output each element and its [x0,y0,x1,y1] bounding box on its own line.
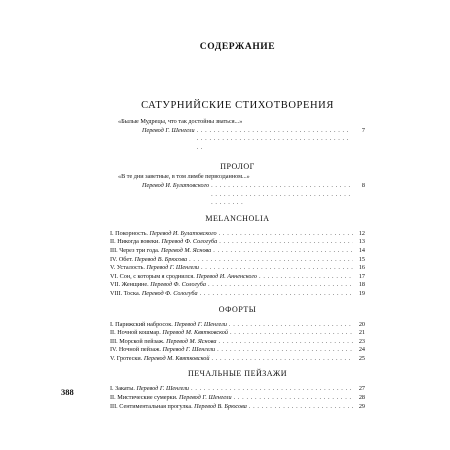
entry-text: I. Покорность. [110,229,150,237]
book-title: САТУРНИЙСКИЕ СТИХОТВОРЕНИЯ [141,100,334,111]
entry-translator: Перевод М. Яснова [160,246,212,254]
entry-page: 7 [361,126,365,134]
entry-page: 8 [361,181,365,189]
entry-page: 17 [358,272,365,280]
section-title-prologue: ПРОЛОГ [220,162,255,172]
dot-leader [191,385,353,394]
entry-translator: Перевод Ф. Сологуба [150,281,206,289]
entry-text: I. Закаты. [110,385,137,393]
toc-entry [110,403,365,412]
toc-entry [110,329,365,338]
entry-title [110,281,206,290]
entry-text: V. Гротески. [110,354,144,362]
dot-leader [219,230,353,239]
entry-text: IV. Ночной пейзаж. [110,346,163,354]
entry-text: VIII. Тоска. [110,289,142,297]
entry-title [110,238,217,247]
entry-translator: Перевод И. Анненского [196,272,258,280]
toc-entry [110,230,365,239]
entry-title [110,385,189,394]
toc-entry [110,264,365,273]
toc-entry [110,321,365,330]
entry-translator: Перевод М. Яснова [166,337,217,345]
entry-translator: Перевод Г. Шенгели [174,320,227,328]
dot-leader [200,290,353,299]
entry-translator: Перевод М. Квятковской [143,354,210,362]
entry-page: 19 [358,289,365,297]
entry-translator: Перевод Ф. Сологуба [141,289,198,297]
entry-text: V. Усталость. [110,264,147,272]
entry-page: 15 [358,255,365,263]
page-title: СОДЕРЖАНИЕ [199,42,276,52]
dot-leader [217,346,353,355]
dot-leader [211,355,353,364]
dot-leader [234,394,353,403]
entry-title [110,264,199,273]
entry-title [110,290,198,299]
entry-first-line: «Былые Мудрецы, что так достойны зваться...» [118,118,243,125]
toc-entry-prologue [110,173,365,207]
toc-entry [110,238,365,247]
entry-page: 13 [358,238,365,246]
entry-translator: Перевод Ф. Сологуба [161,238,218,246]
entry-title [110,247,211,256]
entry-title [110,321,227,330]
dot-leader [211,182,353,208]
entry-page: 20 [358,320,365,328]
toc-entry [110,394,365,403]
entry-first-line: «В те дни заветные, в том лимбе первозданном...» [118,173,250,181]
entry-title [110,394,232,403]
entry-title [110,346,215,355]
entry-text: IV. Обет. [110,255,135,263]
dot-leader [259,273,353,282]
entry-translator: Перевод И. Булатовского [142,181,210,189]
dot-leader [208,281,353,290]
dot-leader [249,403,353,412]
entry-title [110,230,217,239]
dot-leader [201,264,353,273]
entry-translator: Перевод В. Брюсова [134,255,188,263]
toc-entry [110,256,365,265]
entry-page: 18 [358,281,365,289]
entry-text: II. Ночной кошмар. [110,329,163,337]
toc-entry [110,290,365,299]
page-number: 388 [61,387,74,397]
entry-translator: Перевод Г. Шенгели [162,346,216,354]
entry-text: VII. Женщине. [110,281,151,289]
entry-translator: Перевод В. Брюсова [194,402,247,410]
entry-text: III. Через три года. [110,246,161,254]
entry-text: II. Мистические сумерки. [110,394,180,402]
dot-leader [218,338,353,347]
entry-title [110,338,216,347]
entry-title [110,329,228,338]
entry-translator: Перевод М. Квятковской [162,329,228,337]
toc-entry [110,247,365,256]
entry-title [110,273,257,282]
entry-translator: Перевод И. Булатовского [149,229,217,237]
entry-page: 16 [358,264,365,272]
toc-entry [110,338,365,347]
entry-translator: Перевод Г. Шенгели [142,126,195,134]
entry-translator: Перевод Г. Шенгели [136,385,190,393]
entry-text: III. Сентиментальная прогулка. [110,402,195,410]
toc-entry [110,273,365,282]
section-title-melancholia: MELANCHOLIA [205,213,270,223]
toc-entry [110,346,365,355]
entry-translator: Перевод Г. Шенгели [146,264,199,272]
entry-page: 25 [358,354,365,362]
entry-title [110,355,209,364]
dot-leader [189,256,353,265]
entry-text: III. Морской пейзаж. [110,337,167,345]
entry-page: 14 [358,246,365,254]
section-title-oforty: ОФОРТЫ [218,304,257,314]
toc-entry-intro [110,118,365,152]
entry-page: 21 [358,329,365,337]
entry-translator: Перевод Г. Шенгели [179,394,232,402]
dot-leader [229,321,353,330]
toc-entry [110,281,365,290]
dot-leader [219,238,353,247]
section-entries-oforty [110,321,365,364]
entry-title [110,256,187,265]
section-entries-sad-landscapes [110,385,365,411]
entry-page: 29 [358,402,365,410]
entry-title [110,403,247,412]
entry-page: 24 [358,346,365,354]
dot-leader [197,127,353,153]
entry-text: I. Парижский набросок. [110,320,175,328]
section-title-sad-landscapes: ПЕЧАЛЬНЫЕ ПЕЙЗАЖИ [188,369,287,379]
entry-page: 28 [358,394,365,402]
entry-page: 27 [358,385,365,393]
dot-leader [213,247,353,256]
toc-entry [110,355,365,364]
entry-page: 12 [358,229,365,237]
toc-entry [110,385,365,394]
entry-text: II. Никогда вовеки. [110,238,162,246]
section-entries-melancholia [110,230,365,299]
dot-leader [230,329,353,338]
entry-page: 23 [358,337,365,345]
entry-text: VI. Сон, с которым я сроднился. [110,272,197,280]
table-of-contents [110,0,365,411]
